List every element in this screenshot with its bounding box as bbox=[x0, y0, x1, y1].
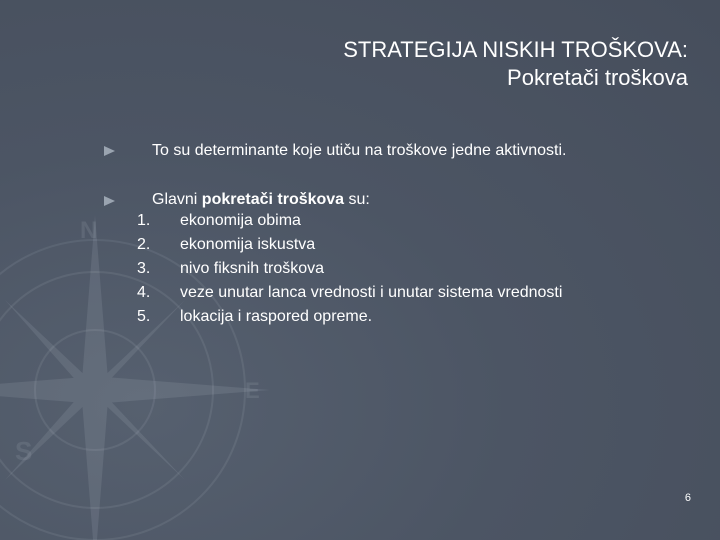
page-number: 6 bbox=[684, 492, 691, 504]
bullet-arrow-icon bbox=[104, 196, 115, 206]
list-item bbox=[137, 257, 562, 281]
slide-title bbox=[343, 36, 688, 92]
bullet-arrow-icon bbox=[104, 146, 115, 156]
list-number: 3. bbox=[137, 260, 151, 277]
title-line-2: Pokretači troškova bbox=[507, 65, 688, 90]
bullet-2-bold: pokretači troškova bbox=[201, 191, 345, 208]
list-number: 2. bbox=[137, 236, 151, 253]
list-item-text: nivo fiksnih troškova bbox=[180, 260, 325, 277]
svg-text:S: S bbox=[15, 436, 33, 466]
list-item bbox=[137, 209, 562, 233]
bullet-2-suffix: su: bbox=[344, 191, 370, 208]
list-item bbox=[137, 233, 562, 257]
bullet-text-1: To su determinante koje utiču na troškove jedne aktivnosti. bbox=[152, 142, 567, 159]
list-number: 5. bbox=[137, 308, 151, 325]
list-item bbox=[137, 305, 562, 329]
numbered-list bbox=[137, 209, 562, 329]
list-number: 4. bbox=[137, 284, 151, 301]
list-item bbox=[137, 281, 562, 305]
svg-text:N: N bbox=[80, 217, 98, 244]
bullet-2-prefix: Glavni bbox=[152, 191, 202, 208]
list-item-text: lokacija i raspored opreme. bbox=[180, 308, 373, 325]
list-item-text: ekonomija obima bbox=[180, 212, 301, 229]
list-number: 1. bbox=[137, 212, 151, 229]
list-item-text: veze unutar lanca vrednosti i unutar sistema vrednosti bbox=[180, 284, 563, 301]
svg-text:E: E bbox=[245, 378, 260, 403]
title-line-1: STRATEGIJA NISKIH TROŠKOVA: bbox=[343, 37, 688, 62]
list-item-text: ekonomija iskustva bbox=[180, 236, 316, 253]
